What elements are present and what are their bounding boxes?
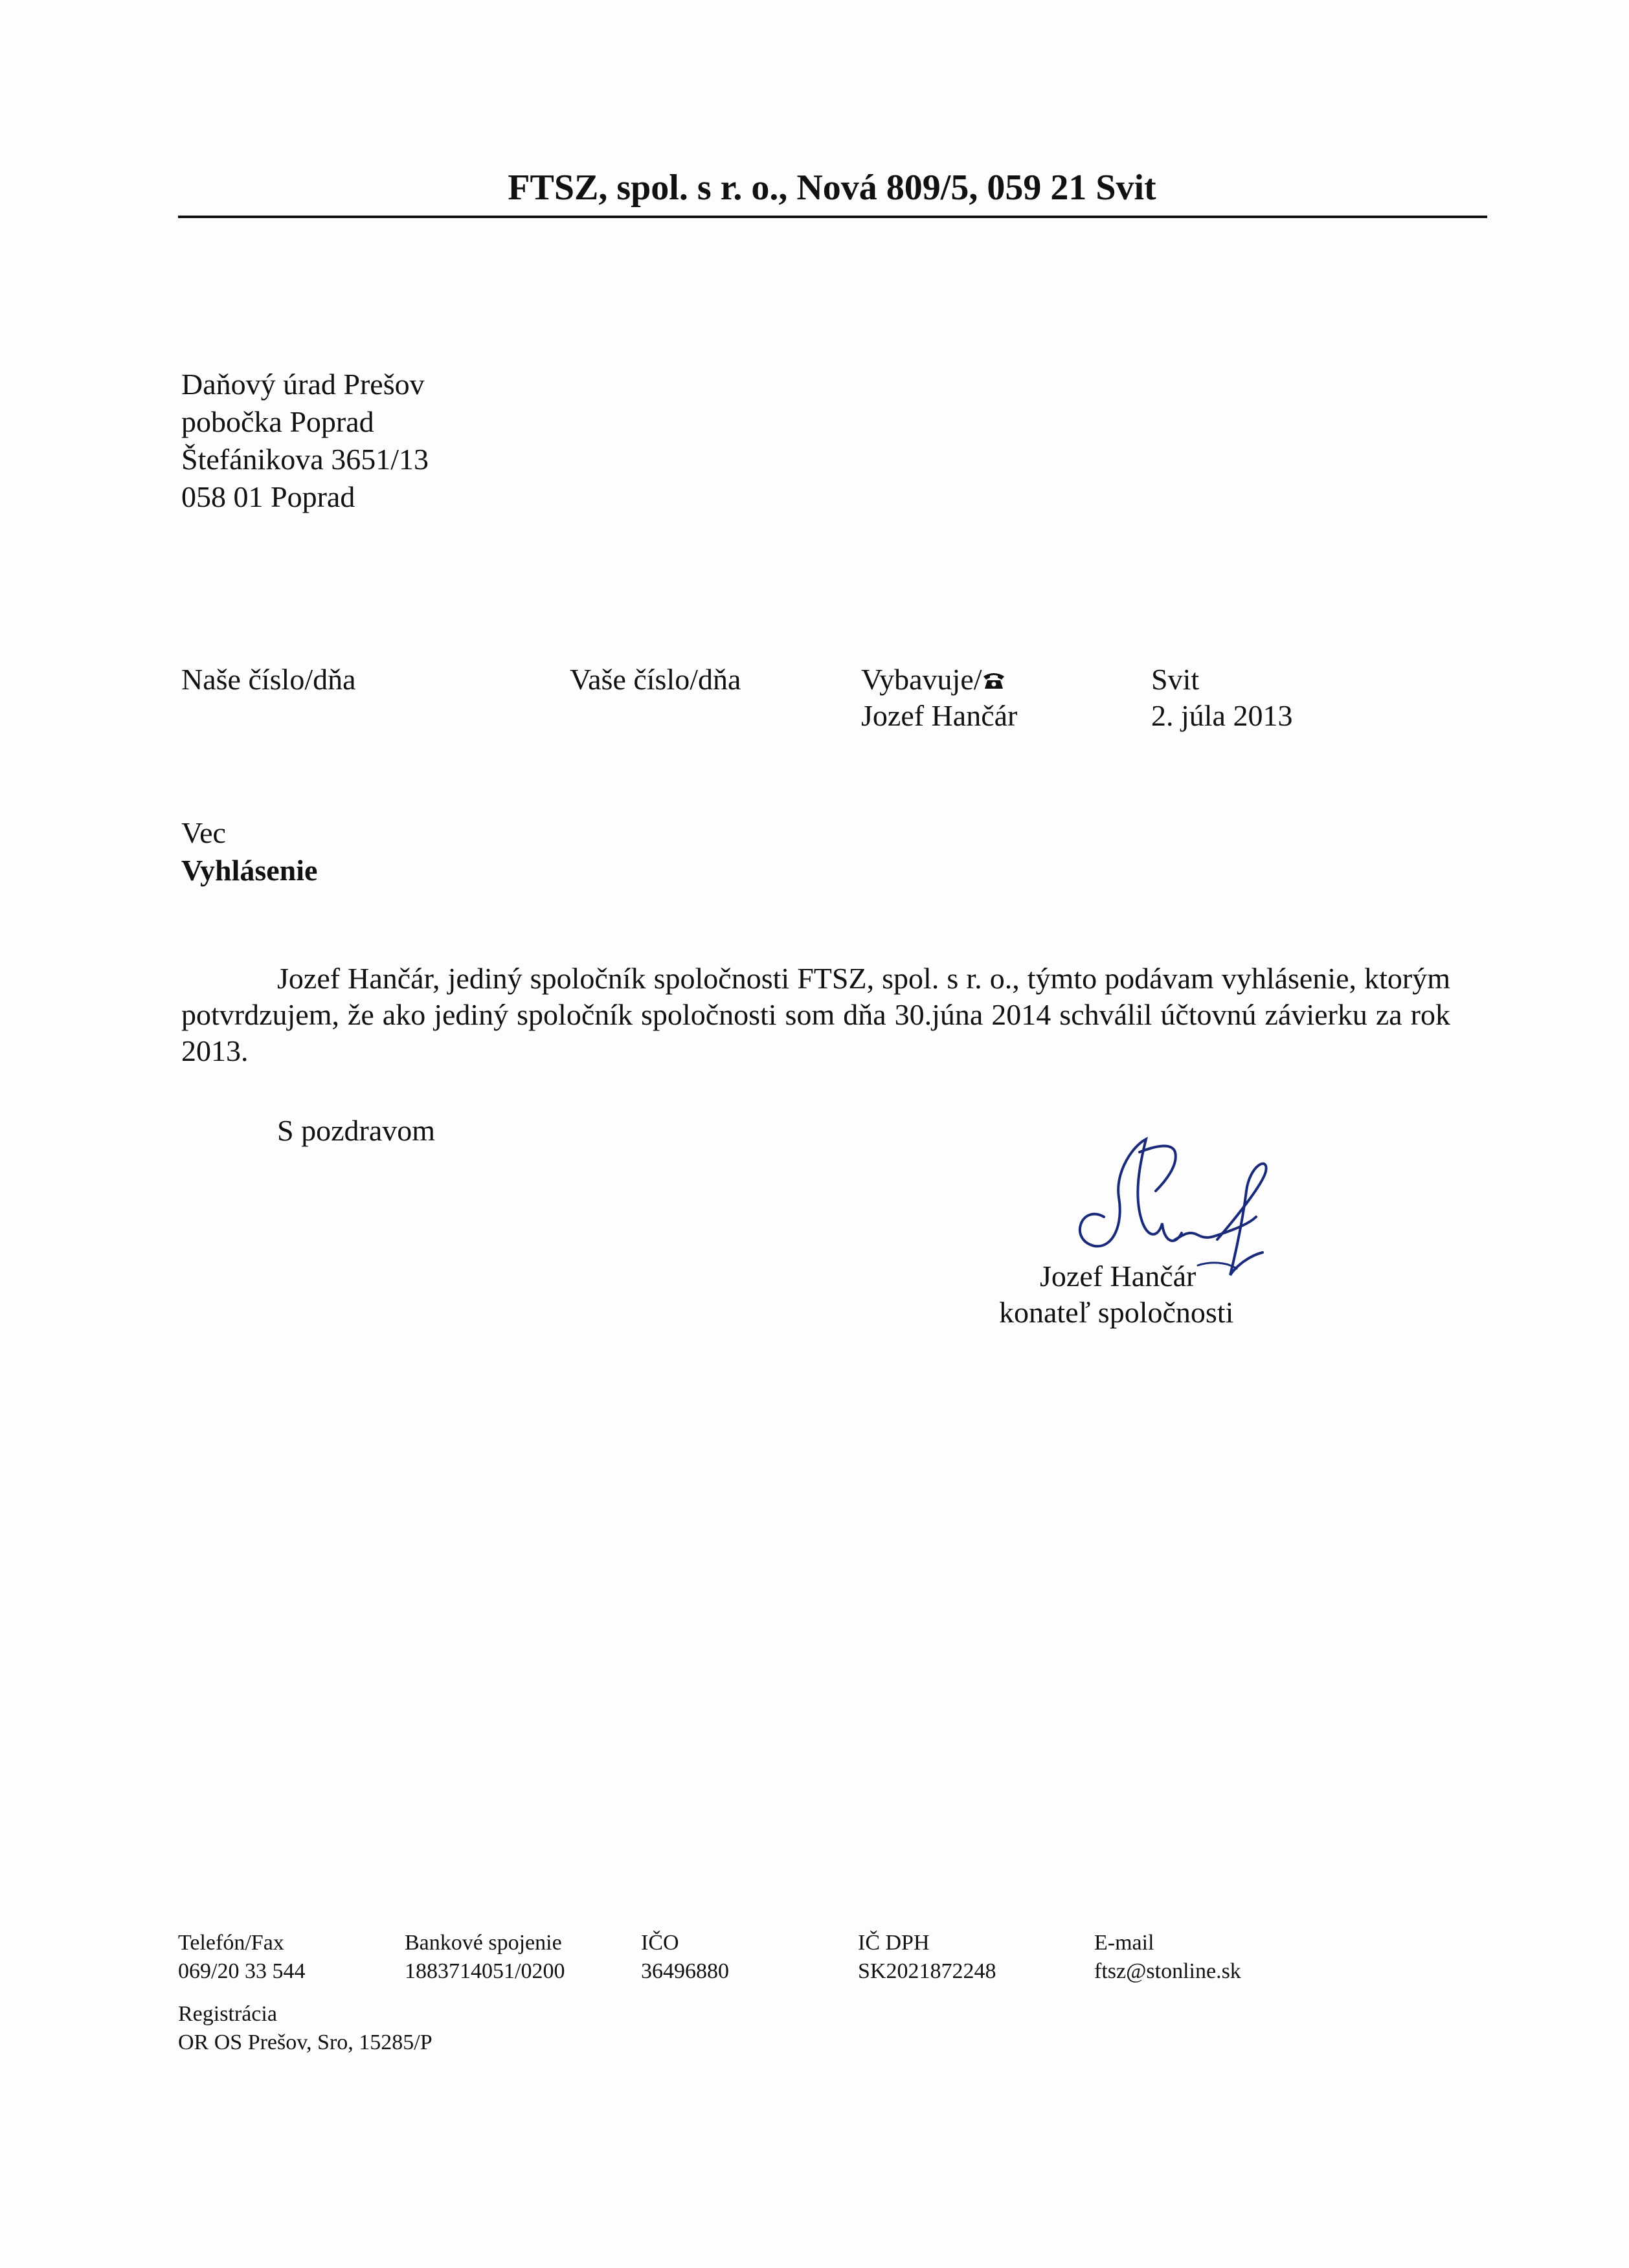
body-paragraph: Jozef Hančár, jediný spoločník spoločnosti FTSZ, spol. s r. o., týmto podávam vyhlásenie, ktorým potvrdzujem, že ako jediný spoločník spoločnosti som dňa 30.júna 2014 schválil účtovnú závierku za rok 2013. bbox=[181, 962, 1450, 1067]
our-reference-label: Naše číslo/dňa bbox=[181, 663, 356, 696]
handled-by bbox=[861, 662, 1017, 734]
subject bbox=[181, 814, 317, 889]
signer-name: Jozef Hančár bbox=[1040, 1260, 1196, 1293]
footer-phone-value: 069/20 33 544 bbox=[178, 1959, 306, 1983]
place: Svit bbox=[1151, 663, 1200, 696]
our-reference bbox=[181, 662, 356, 698]
recipient-line-3: Štefánikova 3651/13 bbox=[181, 443, 429, 476]
your-reference-label: Vaše číslo/dňa bbox=[570, 663, 741, 696]
footer-email-label: E-mail bbox=[1094, 1931, 1154, 1955]
footer-bank-label: Bankové spojenie bbox=[405, 1931, 562, 1955]
footer-vat-label: IČ DPH bbox=[858, 1931, 930, 1955]
footer-phone-label: Telefón/Fax bbox=[178, 1931, 284, 1955]
footer-bank-value: 1883714051/0200 bbox=[405, 1959, 565, 1983]
handled-by-label-row bbox=[861, 662, 1017, 698]
letter-body bbox=[181, 961, 1450, 1069]
recipient-line-4: 058 01 Poprad bbox=[181, 480, 355, 513]
footer-email-value: ftsz@stonline.sk bbox=[1094, 1959, 1241, 1983]
recipient-line-2: pobočka Poprad bbox=[181, 405, 374, 438]
footer-ico-value: 36496880 bbox=[641, 1959, 729, 1983]
subject-title: Vyhlásenie bbox=[181, 854, 318, 887]
footer-registration-label: Registrácia bbox=[178, 2002, 277, 2026]
footer-email bbox=[1094, 1929, 1241, 1986]
signer-role: konateľ spoločnosti bbox=[999, 1296, 1234, 1329]
recipient-line-1: Daňový úrad Prešov bbox=[181, 368, 425, 401]
letterhead-rule bbox=[178, 216, 1487, 218]
letterhead: FTSZ, spol. s r. o., Nová 809/5, 059 21 Svit bbox=[508, 168, 1156, 208]
footer-ico bbox=[641, 1929, 729, 1986]
handled-by-name: Jozef Hančár bbox=[861, 699, 1018, 732]
place-and-date bbox=[1151, 662, 1292, 734]
footer-vat-value: SK2021872248 bbox=[858, 1959, 996, 1983]
footer-bank bbox=[405, 1929, 565, 1986]
footer-registration-value: OR OS Prešov, Sro, 15285/P bbox=[178, 2030, 433, 2054]
subject-label: Vec bbox=[181, 816, 226, 849]
telephone-icon bbox=[982, 671, 1005, 689]
footer-ico-label: IČO bbox=[641, 1931, 679, 1955]
footer-vat bbox=[858, 1929, 996, 1986]
date: 2. júla 2013 bbox=[1151, 699, 1293, 732]
footer-registration bbox=[178, 2000, 433, 2057]
recipient-address bbox=[181, 366, 429, 516]
footer-phone bbox=[178, 1929, 305, 1986]
your-reference bbox=[570, 662, 741, 698]
greeting: S pozdravom bbox=[277, 1114, 436, 1147]
handled-by-label: Vybavuje/ bbox=[861, 663, 982, 696]
